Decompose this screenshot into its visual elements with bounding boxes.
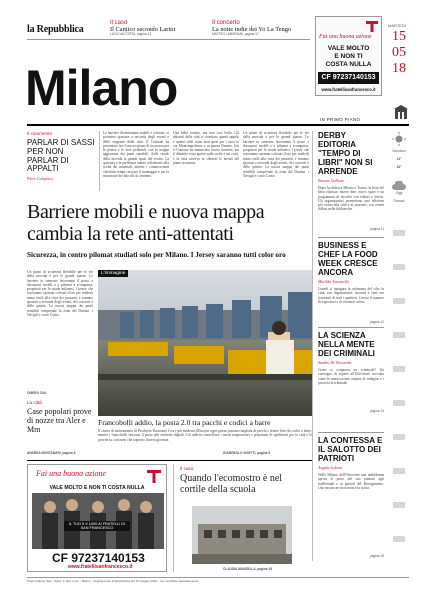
teaser-1-byline: LUCA VALTORTA, pagina 13: [110, 32, 151, 36]
weather-item-5: Domani: [393, 199, 405, 203]
ad-top-cf: CF 97237140153: [318, 72, 379, 84]
weather-item-3: 24°: [396, 165, 402, 169]
school-photo: [192, 506, 292, 564]
right-story-4-author: Angela Lolaria: [318, 465, 343, 470]
right-story-1[interactable]: [318, 131, 384, 232]
weather-strip: [389, 128, 409, 576]
ad-top-line2: E NON TI: [334, 53, 363, 60]
city-title: Milano: [25, 60, 178, 116]
ad-top-url: www.fratellisanfrancesco.it: [321, 87, 376, 92]
ad-bottom-cf: CF 97237140153: [52, 551, 145, 565]
date-weekday: MARTEDÌ: [388, 23, 406, 28]
housing-kicker: La città: [27, 400, 42, 405]
lead-photo[interactable]: [98, 270, 312, 416]
weather-item-4: Oggi: [395, 191, 403, 195]
main-body: Un piano di sicurezza flessibile per le vie della movida e per le grandi piazze. Le barriere in cemento lasceranno il posto a dissuasori mobili e a pilomat a scomparsa, progettati per le strade milanesi. I jersey che resteranno saranno colorati d'oro per renderli meno ostili alla vista dei passanti, e saranno spostati a seconda degli eventi, dei concerti e delle partite. La nuova mappa dei punti sensibili comprende la zona del Duomo, i Navigli e corso Como.: [27, 270, 93, 317]
teaser-1[interactable]: [110, 20, 206, 37]
right-story-3-headline: LA SCIENZA NELLA MENTE DEI CRIMINALI: [318, 331, 375, 358]
right-story-2-page: pagina 12: [369, 320, 384, 324]
teaser-2-kicker: Il concerto: [212, 20, 240, 26]
right-story-2-body: Lunedì si inaugura la settimana del cibo in città, con degustazioni, incontri e cene nei ristoranti di tutti i quartieri. Cresce il numero di espositori e di visitatori attesi.: [318, 287, 384, 304]
ad-bottom[interactable]: [27, 464, 167, 572]
housing-story[interactable]: [27, 400, 95, 434]
right-story-2-author: Marilda Toscanello: [318, 279, 350, 284]
ad-bottom-cross-icon: [146, 468, 162, 484]
right-story-1-author: Simone Gallone: [318, 178, 344, 183]
date-day: 15: [392, 29, 406, 44]
top-body-text-3: Un piano di sicurezza flessibile per le vie della movida e per le grandi piazze. Le barriere in cemento lasceranno il posto a dissuasori mobili e a pilomat a scomparsa, progettati per le strade milanesi. I jersey che resteranno saranno colorati d'oro per renderli meno ostili alla vista dei passanti, e saranno spostati a seconda degli eventi, dei concerti e delle partite. La nuova mappa dei punti sensibili comprende la zona del Duomo, i Navigli e corso Como.: [243, 131, 309, 178]
right-rule-2: [318, 327, 384, 328]
column-divider-1: [99, 131, 100, 191]
photo-caption-title: Francobolli addio, la posta 2.0 tra pacchi e codici a barre: [98, 418, 271, 427]
top-body-text-2: Una bella notizia, ma non così bella. Gli abitanti della città si chiedono quanti appalti e quanti soldi siano stati spesi per i sassi in via Montenapoleone e in piazza Duomo. Ieri il Comune ha annunciato nuove barriere, ma il dibattito resta aperto sulle scelte e sui costi, e la città osserva in silenzio le novità del piano sicurezza.: [173, 131, 239, 166]
top-body-text-1: Le barriere diventeranno mobili e colorate, si potranno spostare a seconda degli eventi e delle esigenze della città. Il Comune ha presentato ieri il nuovo piano di sicurezza per le piazze e le aree pedonali, con la mappa aggiornata dei punti sensibili, dalle strade della movida ai grandi spazi del centro. La questura e la prefettura hanno collaborato alla scelta dei materiali, mentre i commercianti chiedono tempi certi per il montaggio e per la rimozione dei blocchi di cemento.: [103, 131, 169, 178]
mid-rule: [27, 460, 312, 461]
ad-top-script: Fai una buona azione: [319, 34, 372, 40]
right-story-4-headline: LA CONTESSA E IL SALOTTO DEI PATRIOTI: [318, 436, 383, 463]
photo-caption-body: Il centro di smistamento di Peschiera Borromeo è tra i più moderni d'Europa: ogni giorno passano migliaia di pacchi e lettere lette da codici a barre, mentre i francobolli lasciano il posto alle etichette digitali. Gli addetti controllano i nastri trasportatori e preparano le spedizioni per la città e la provincia, con turni che coprono l'intera giornata.: [98, 429, 312, 442]
masthead-rule: [27, 124, 409, 126]
first-page-label: IN PRIMO PIANO: [320, 117, 361, 122]
masthead-top-rule: [27, 39, 310, 40]
column-divider-bottom: [173, 464, 174, 572]
right-story-1-headline: DERBY EDITORIA "TEMPO DI LIBRI" NON SI ARRENDE: [318, 131, 373, 176]
right-story-3-author: Sandro De Riccardis: [318, 360, 352, 365]
post-office-illustration: [98, 270, 312, 416]
housing-byline: ANDREA MONTANARI, pagina 6: [27, 451, 76, 455]
weather-icons-column: [393, 216, 405, 566]
date-year: 18: [392, 61, 406, 76]
photo-tag: L'immagine: [98, 270, 128, 277]
housing-headline: Case popolari prove di nozze tra Aler e Mm: [27, 407, 92, 434]
culture-story[interactable]: [180, 466, 310, 495]
caption-byline: GIAMPAOLO VISETTI, pagina 9: [223, 451, 271, 455]
cloud-icon: [392, 178, 406, 188]
comment-headline: PARLAR DI SASSI PER NON PARLAR DI APPALTI: [27, 138, 95, 174]
right-story-1-page: pagina 11: [370, 227, 384, 231]
teaser-2-byline: MATTEO LANDRIANI, pagina 17: [212, 32, 259, 36]
comment-block[interactable]: [27, 131, 97, 181]
right-story-4-page: pagina 15: [369, 554, 384, 558]
teaser-1-title: Il Cantico secondo Larini: [110, 26, 176, 33]
ad-bottom-line: VALE MOLTO E NON TI COSTA NULLA: [49, 485, 145, 491]
main-headline[interactable]: Barriere mobili e nuova mappa cambia la rete anti-attentati: [27, 201, 265, 245]
right-story-2[interactable]: [318, 241, 384, 325]
right-rule-3: [318, 432, 384, 433]
ad-bottom-box: IL TUO 5 X 1000 AI FRATELLI DI SAN FRANCESCO: [64, 521, 130, 531]
ad-top[interactable]: [315, 16, 382, 96]
ad-bottom-script: Fai una buona azione: [36, 469, 106, 478]
main-summary: Sicurezza, in centro pilomat studiati solo per Milano. I Jersey saranno tutti color oro: [27, 251, 286, 259]
comment-kicker: Il commento: [27, 131, 53, 136]
date-month: 05: [392, 45, 406, 60]
teaser-1-kicker: Il caso: [110, 20, 128, 26]
weather-item-2: 13°: [396, 157, 402, 161]
sun-icon: [392, 132, 406, 146]
right-story-3-body: Come si comporta un criminale? Un convegno di esperti all'Università racconta come le neuroscienze aiutano le indagini e i processi in tribunale.: [318, 368, 384, 385]
culture-byline: CLAUDIA MANZELLA, pagina 16: [223, 567, 273, 571]
teaser-2-title: La notte indie dei Yo La Tengo: [212, 26, 292, 33]
ad-top-line3: COSTA NULLA: [325, 61, 372, 68]
ad-top-line1: VALE MOLTO: [327, 45, 370, 52]
city-emblem-icon: [393, 104, 409, 120]
right-story-4-body: Nella Milano dell'Ottocento una nobildonna apriva le porte del suo palazzo agli intellettuali e ai patrioti del Risorgimento. Una mostra ne ricostruisce la storia.: [318, 473, 384, 490]
right-story-3[interactable]: [318, 331, 384, 414]
teaser-2[interactable]: [212, 20, 308, 37]
comment-author: Piero Colaprico: [27, 176, 53, 182]
right-rule-1: [318, 237, 384, 238]
main-byline: OMERO CIAI: [27, 391, 47, 395]
right-story-3-page: pagina 13: [369, 409, 384, 413]
culture-headline: Quando l'ecomostro è nel cortile della scuola: [180, 473, 283, 495]
culture-kicker: Il caso: [180, 466, 194, 471]
column-divider-right: [312, 131, 313, 561]
ad-bottom-url: www.fratellisanfrancesco.it: [68, 564, 133, 570]
right-story-1-body: Dopo la sfida tra Milano e Torino, la fiera del libro rilancia: nuove date, nuovi spazi e un programma di incontri con editori e lettori. Gli organizzatori promettono una edizione più vicina alla città e ai quartieri, con eventi diffusi nelle biblioteche.: [318, 186, 384, 212]
footer-text: Poste Italiane Spa - Sped. in abb. post. - Milano - Supplemento di Repubblica del 15 maggio 2018 - non vendibile separatamente: [27, 580, 199, 583]
weather-item-1: Nuvoloso: [392, 149, 406, 153]
footer-rule: [27, 577, 409, 578]
newspaper-logo[interactable]: la Repubblica: [27, 24, 84, 35]
right-story-2-headline: BUSINESS E CHEF LA FOOD WEEK CRESCE ANCORA: [318, 241, 378, 277]
right-story-4[interactable]: [318, 436, 384, 559]
tau-cross-icon: [365, 19, 379, 33]
